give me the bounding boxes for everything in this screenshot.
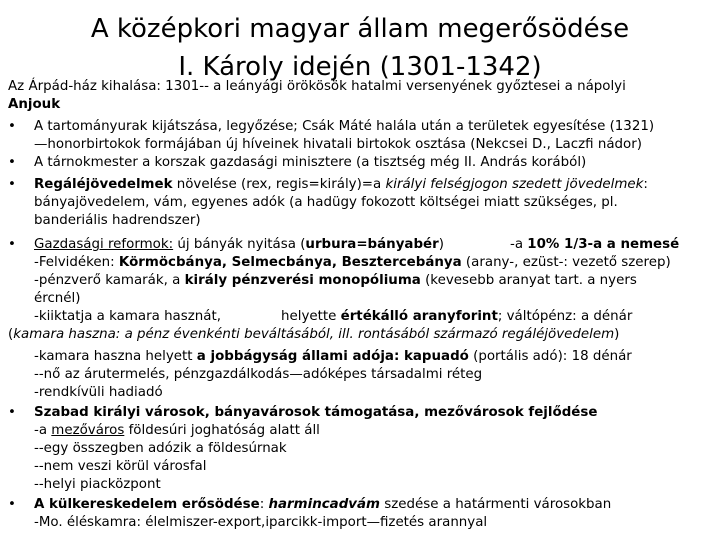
- s4-l6-a: (: [8, 327, 14, 342]
- s4-line-1-right: [510, 236, 679, 254]
- s4-l3-b: (kevesebb aranyat tart. a nyers: [420, 273, 637, 288]
- s5-l2-b: földesúri joghatóság alatt áll: [124, 423, 320, 438]
- s6-l1-b: szedése a határmenti városokban: [380, 497, 612, 512]
- s2-line-1: A tárnokmester a korszak gazdasági minisztere (a tisztség még II. András korából): [34, 155, 587, 170]
- s4-line-4: ércnél): [34, 291, 81, 306]
- s4-l2-bold: Körmöcbánya, Selmecbánya, Besztercebánya: [118, 255, 462, 270]
- s4-l1-right-bold: 10% 1/3-a a nemesé: [527, 237, 680, 252]
- s4-l1-underlined: Gazdasági reformok:: [34, 237, 174, 252]
- s6-l1-bold: A külkereskedelem erősödése: [34, 497, 260, 512]
- s4-line-6: [8, 326, 619, 344]
- s6-l1-a: :: [259, 497, 269, 512]
- s4-line-5: -kiiktatja a kamara hasznát,: [34, 309, 221, 324]
- s4-l1-bold: urbura=bányabér: [305, 237, 439, 252]
- intro-line-1: Az Árpád-ház kihalása: 1301-- a leányági örökösök hatalmi versenyének győztesei a nápolyi: [8, 79, 626, 94]
- bullet-3: •: [8, 177, 16, 192]
- s5-line-3: --egy összegben adózik a földesúrnak: [34, 441, 287, 456]
- s3-l1-a: növelése (rex, regis=király)=a: [172, 177, 386, 192]
- s4-l2-b: (arany-, ezüst-: vezető szerep): [461, 255, 671, 270]
- s1-line-2: —honorbirtokok formájában új híveinek hivatali birtokok osztása (Nekcsei D., Laczfi nádor): [34, 137, 642, 152]
- s4-l7-bold: a jobbágyság állami adója: kapuadó: [196, 349, 469, 364]
- s6-l1-bold-italic: harmincadvám: [268, 497, 381, 512]
- s5-line-5: --helyi piacközpont: [34, 477, 161, 492]
- s4-line-1: [34, 236, 444, 254]
- s3-line-2: bányajövedelem, vám, egyenes adók (a hadügy fokozott költségei miatt szükséges, pl.: [34, 195, 618, 210]
- s3-line-3: banderiális hadrendszer): [34, 213, 201, 228]
- s4-l1-b: ): [438, 237, 444, 252]
- bullet-6: •: [8, 497, 16, 512]
- s4-l2-a: -Felvidéken:: [34, 255, 119, 270]
- s5-line-2: [34, 422, 320, 440]
- s6-line-1: [34, 496, 611, 514]
- s4-l5-right-bold: értékálló aranyforint: [340, 309, 498, 324]
- s4-line-5-right: [281, 308, 632, 326]
- s1-line-1: A tartományurak kijátszása, legyőzése; Csák Máté halála után a területek egyesítése (1321): [34, 119, 655, 134]
- bullet-5: •: [8, 405, 16, 420]
- s5-l2-a: -a: [34, 423, 52, 438]
- s4-l1-right-a: -a: [510, 237, 528, 252]
- s4-line-9: -rendkívüli hadiadó: [34, 385, 163, 400]
- s4-l7-a: -kamara haszna helyett: [34, 349, 197, 364]
- s3-l1-b: :: [643, 177, 648, 192]
- s4-l3-a: -pénzverő kamarák, a: [34, 273, 185, 288]
- s4-line-7: [34, 348, 632, 366]
- s4-line-3: [34, 272, 637, 290]
- s4-l5-right-a: helyette: [281, 309, 341, 324]
- s5-line-1: Szabad királyi városok, bányavárosok támogatása, mezővárosok fejlődése: [34, 405, 598, 420]
- intro-line-2: Anjouk: [8, 97, 61, 112]
- s3-l1-italic: királyi felségjogon szedett jövedelmek: [385, 177, 644, 192]
- title-line-2: I. Károly idején (1301-1342): [178, 52, 542, 82]
- s4-l6-italic: kamara haszna: a pénz évenkénti beváltásából, ill. rontásából származó regáléjövedelem: [13, 327, 615, 342]
- s5-line-4: --nem veszi körül városfal: [34, 459, 207, 474]
- s4-l5-right-b: ; váltópénz: a dénár: [497, 309, 633, 324]
- bullet-1: •: [8, 119, 16, 134]
- s5-l2-underlined: mezőváros: [51, 423, 125, 438]
- s4-l3-bold: király pénzverési monopóliuma: [184, 273, 421, 288]
- s4-l6-b: ): [614, 327, 620, 342]
- s3-l1-bold: Regáléjövedelmek: [34, 177, 173, 192]
- title-line-1: A középkori magyar állam megerősödése: [90, 14, 630, 44]
- bullet-2: •: [8, 155, 16, 170]
- s6-line-2: -Mo. éléskamra: élelmiszer-export,iparcikk-import—fizetés arannyal: [34, 515, 488, 530]
- s4-l1-a: új bányák nyitása (: [173, 237, 306, 252]
- bullet-4: •: [8, 237, 16, 252]
- s3-line-1: [34, 176, 648, 194]
- s4-line-8: --nő az árutermelés, pénzgazdálkodás—adóképes társadalmi réteg: [34, 367, 483, 382]
- s4-line-2: [34, 254, 671, 272]
- s4-l7-b: (portális adó): 18 dénár: [468, 349, 632, 364]
